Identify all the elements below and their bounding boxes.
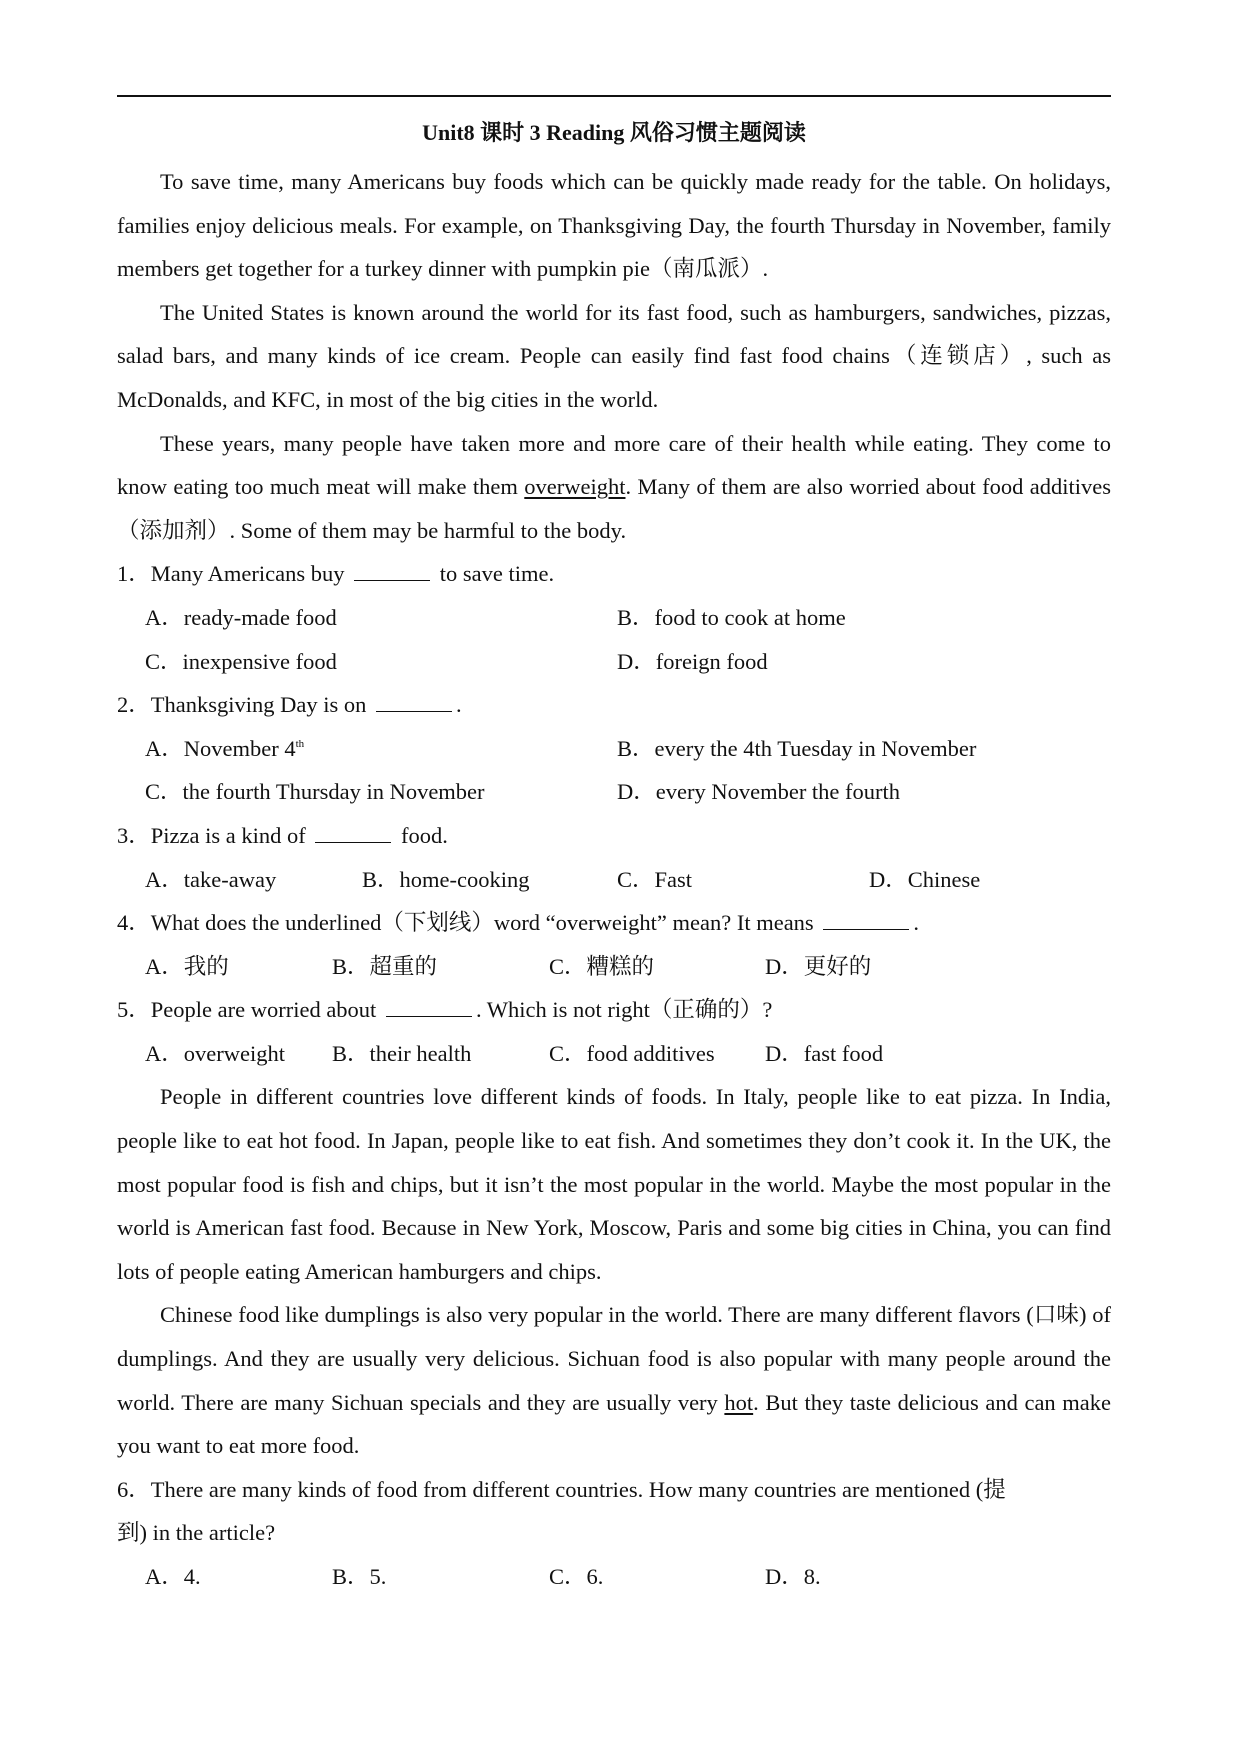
option-label: B． — [332, 1564, 370, 1589]
question-text: Pizza is a kind of — [150, 822, 312, 848]
question-number: 3． — [117, 822, 151, 848]
option-text: fast food — [803, 1040, 884, 1066]
question-text: . — [913, 910, 919, 936]
question-text: What does the underlined（下划线）word “overweight” mean? It means — [150, 910, 820, 936]
option-label: C． — [549, 953, 587, 979]
question-text: Thanksgiving Day is on — [150, 692, 372, 718]
option-text: 超重的 — [369, 953, 438, 979]
option-label: B． — [362, 866, 400, 892]
question-5-stem — [117, 988, 1111, 1032]
option-text: every November the fourth — [655, 779, 901, 805]
option-text: inexpensive food — [182, 648, 337, 674]
option-label: D． — [765, 953, 804, 979]
question-1-options — [117, 596, 1111, 640]
header-rule — [117, 95, 1111, 97]
option-label: B． — [332, 1040, 370, 1066]
page-title: Unit8 课时 3 Reading 风俗习惯主题阅读 — [422, 120, 806, 145]
option-label: C． — [617, 866, 655, 892]
question-6-stem-continued: 到) in the article? — [117, 1520, 276, 1546]
question-text: to save time. — [434, 561, 555, 587]
option-a[interactable] — [145, 1555, 201, 1599]
option-a[interactable] — [145, 727, 304, 771]
option-a[interactable] — [145, 596, 337, 640]
option-c[interactable] — [549, 945, 654, 989]
option-text: food additives — [586, 1040, 715, 1066]
question-6-stem — [117, 1468, 1111, 1512]
option-text: Fast — [654, 866, 693, 892]
option-text: foreign food — [655, 648, 768, 674]
question-1-stem — [117, 552, 1111, 596]
option-label: D． — [869, 866, 908, 892]
option-b[interactable] — [332, 1555, 386, 1599]
option-label: A． — [145, 735, 184, 761]
option-text: 8. — [803, 1564, 821, 1589]
option-label: A． — [145, 953, 184, 979]
option-text: November 4 — [183, 735, 296, 761]
option-text: 5. — [369, 1564, 387, 1589]
option-b[interactable] — [362, 858, 529, 902]
option-label: C． — [145, 648, 183, 674]
question-3-options — [117, 858, 1111, 902]
question-number: 6． — [117, 1476, 151, 1502]
option-text: 4. — [183, 1564, 201, 1589]
option-a[interactable] — [145, 1032, 285, 1076]
option-text: their health — [369, 1040, 472, 1066]
question-number: 4． — [117, 910, 151, 936]
option-label: D． — [617, 648, 656, 674]
option-label: D． — [765, 1040, 804, 1066]
option-c[interactable] — [617, 858, 692, 902]
option-d[interactable] — [765, 1032, 883, 1076]
option-d[interactable] — [869, 858, 980, 902]
option-label: A． — [145, 866, 184, 892]
option-label: D． — [617, 779, 656, 805]
paragraph-text: . But they taste delicious and can make you want to eat more food. — [117, 1389, 1111, 1459]
option-text: Chinese — [907, 866, 981, 892]
question-5-options — [117, 1032, 1111, 1076]
paragraph-text: These years, many people have taken more and more care of their health while eating. They come to know eating too much meat will make them — [117, 430, 1111, 500]
option-label: C． — [145, 779, 183, 805]
option-c[interactable] — [549, 1032, 715, 1076]
option-c[interactable] — [145, 640, 337, 684]
option-label: C． — [549, 1564, 587, 1589]
document-body — [117, 160, 1111, 1599]
question-number: 1． — [117, 561, 151, 587]
underlined-word-hot: hot — [724, 1389, 754, 1415]
question-text: food. — [395, 822, 448, 848]
question-1-options-row2 — [117, 640, 1111, 684]
option-b[interactable] — [332, 945, 437, 989]
option-d[interactable] — [765, 945, 871, 989]
ordinal-suffix: th — [295, 737, 305, 750]
option-label: B． — [617, 735, 655, 761]
option-d[interactable] — [765, 1555, 821, 1599]
answer-blank — [376, 691, 452, 712]
option-b[interactable] — [617, 727, 976, 771]
option-d[interactable] — [617, 770, 900, 814]
question-4-stem — [117, 901, 1111, 945]
question-number: 5． — [117, 997, 151, 1023]
option-label: B． — [617, 604, 655, 630]
option-text: overweight — [183, 1040, 285, 1066]
option-text: 我的 — [183, 953, 229, 979]
option-d[interactable] — [617, 640, 768, 684]
question-text: . — [456, 692, 462, 718]
answer-blank — [823, 909, 909, 930]
option-text: 更好的 — [803, 953, 872, 979]
option-label: A． — [145, 1564, 184, 1589]
passage2-paragraph-1: People in different countries love different kinds of foods. In Italy, people like to eat pizza. In India, people like to eat hot food. In Japan, people like to eat fish. And sometimes they don’t cook it. In the UK, the most popular food is fish and chips, but it isn’t the most popular in the world. Maybe the most popular in the world is American fast food. Because in New York, Moscow, Paris and some big cities in China, you can find lots of people eating American hamburgers and chips. — [117, 1084, 1111, 1284]
question-number: 2． — [117, 692, 151, 718]
question-6-options — [117, 1555, 1111, 1599]
option-text: ready-made food — [183, 604, 337, 630]
option-b[interactable] — [332, 1032, 471, 1076]
option-text: every the 4th Tuesday in November — [654, 735, 977, 761]
option-a[interactable] — [145, 945, 229, 989]
question-2-options-row2 — [117, 770, 1111, 814]
option-c[interactable] — [549, 1555, 603, 1599]
option-label: A． — [145, 604, 184, 630]
question-2-stem — [117, 683, 1111, 727]
passage1-paragraph-2: The United States is known around the world for its fast food, such as hamburgers, sandwiches, pizzas, salad bars, and many kinds of ice cream. People can easily find fast food chains（连锁店）, such as McDonalds, and KFC, in most of the big cities in the world. — [117, 299, 1111, 412]
question-text: People are worried about — [150, 997, 382, 1023]
paragraph-text: Chinese food like dumplings is also very popular in the world. There are many different flavors (口味) of dumplings. And they are usually very delicious. Sichuan food is also popular with many people around the world. There are many Sichuan specials and they are usually very — [117, 1302, 1111, 1415]
question-2-options — [117, 727, 1111, 771]
question-4-options — [117, 945, 1111, 989]
option-label: A． — [145, 1040, 184, 1066]
underlined-word-overweight: overweight — [524, 474, 626, 500]
option-b[interactable] — [617, 596, 846, 640]
question-text: Many Americans buy — [150, 561, 351, 587]
paragraph-text: . Many of them are also worried about food additives（添加剂）. Some of them may be harmful to the body. — [117, 474, 1112, 543]
option-text: the fourth Thursday in November — [182, 779, 485, 805]
option-label: D． — [765, 1564, 804, 1589]
option-label: B． — [332, 953, 370, 979]
answer-blank — [315, 822, 391, 843]
question-3-stem — [117, 814, 1111, 858]
passage1-paragraph-1: To save time, many Americans buy foods which can be quickly made ready for the table. On holidays, families enjoy delicious meals. For example, on Thanksgiving Day, the fourth Thursday in November, family members get together for a turkey dinner with pumpkin pie（南瓜派）. — [117, 169, 1111, 282]
option-text: 6. — [586, 1564, 604, 1589]
option-text: home-cooking — [399, 866, 530, 892]
question-text: . Which is not right（正确的）? — [475, 997, 773, 1023]
passage2-paragraph-2 — [117, 1293, 1111, 1467]
option-text: food to cook at home — [654, 604, 846, 630]
option-a[interactable] — [145, 858, 276, 902]
question-text: There are many kinds of food from different countries. How many countries are mentioned (提 — [150, 1476, 1006, 1502]
answer-blank — [354, 560, 430, 581]
answer-blank — [386, 996, 472, 1017]
passage1-paragraph-3 — [117, 422, 1111, 553]
option-text: 糟糕的 — [586, 953, 655, 979]
option-label: C． — [549, 1040, 587, 1066]
option-c[interactable] — [145, 770, 485, 814]
option-text: take-away — [183, 866, 277, 892]
